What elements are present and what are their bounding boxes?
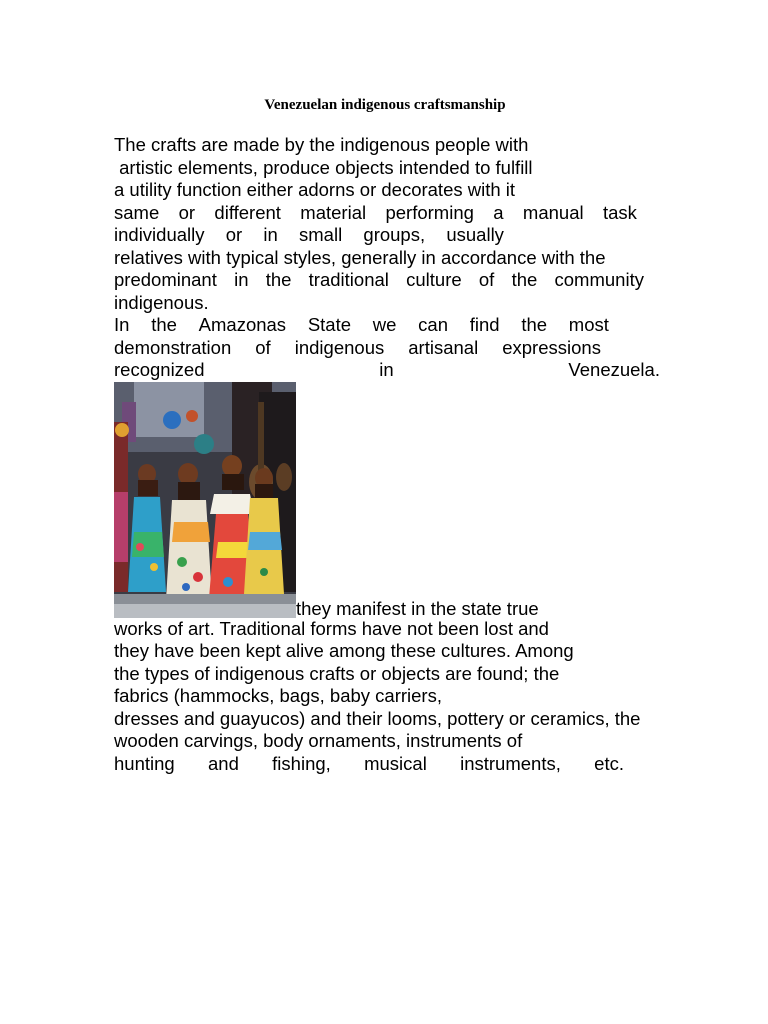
body-text-line: relatives with typical styles, generally in accordance with the — [114, 246, 606, 268]
word: a — [493, 201, 504, 223]
body-text-line: indigenous. — [114, 291, 209, 313]
body-text-line — [114, 753, 624, 776]
word: hunting — [114, 752, 175, 774]
word: etc. — [594, 752, 624, 774]
word: individually — [114, 224, 205, 245]
word: In — [114, 314, 130, 335]
word: the — [511, 269, 538, 290]
document-body — [114, 134, 694, 775]
word: usually — [446, 224, 504, 245]
word: same — [114, 201, 160, 223]
word: predominant — [114, 269, 217, 290]
word: find — [469, 314, 500, 335]
word: material — [300, 201, 367, 223]
body-text-line: they have been kept alive among these cultures. Among — [114, 640, 574, 661]
word: we — [372, 314, 397, 335]
body-text-line: wooden carvings, body ornaments, instruments of — [114, 730, 523, 751]
word: small — [299, 224, 343, 245]
document-title: Venezuelan indigenous craftsmanship — [264, 97, 506, 113]
word: of — [478, 269, 495, 290]
word: demonstration — [114, 336, 232, 358]
crafts-photo — [114, 382, 296, 618]
word: of — [255, 336, 271, 358]
body-text-line — [114, 269, 644, 292]
word: most — [568, 314, 609, 335]
body-text-line: dresses and guayucos) and their looms, pottery or ceramics, the — [114, 707, 641, 729]
word: the — [521, 314, 548, 335]
word: recognized — [114, 359, 205, 380]
word: Venezuela. — [568, 359, 660, 380]
word: performing — [385, 201, 474, 223]
body-text-line: the types of indigenous crafts or objects are found; the — [114, 662, 560, 684]
paragraph-before-image — [114, 134, 694, 382]
word: can — [418, 314, 448, 335]
body-text-line: artistic elements, produce objects intended to fulfill — [114, 156, 533, 178]
word: in — [234, 269, 249, 290]
word: the — [265, 269, 292, 290]
word: manual — [522, 201, 584, 223]
word: community — [554, 269, 644, 290]
body-text-line — [114, 224, 504, 247]
word: groups, — [363, 224, 426, 245]
word: Amazonas — [198, 314, 287, 335]
word: or — [225, 224, 243, 245]
body-text-line: The crafts are made by the indigenous people with — [114, 134, 529, 155]
body-text-line — [114, 314, 609, 337]
word: artisanal — [408, 336, 479, 358]
word: different — [214, 201, 281, 223]
word: culture — [406, 269, 462, 290]
body-text-line: a utility function either adorns or decorates with it — [114, 179, 516, 200]
word: the — [151, 314, 177, 335]
body-text-line: fabrics (hammocks, bags, baby carriers, — [114, 685, 442, 706]
word: State — [307, 314, 352, 335]
paragraph-after-image — [114, 618, 694, 776]
word: fishing, — [272, 752, 331, 774]
word: and — [208, 752, 239, 774]
word: task — [602, 201, 637, 223]
word: traditional — [308, 269, 389, 290]
image-row — [114, 382, 694, 618]
word: or — [178, 201, 196, 223]
body-text-line: works of art. Traditional forms have not been lost and — [114, 617, 549, 639]
word: in — [263, 224, 278, 245]
word: musical — [364, 752, 427, 774]
word: instruments, — [460, 752, 561, 774]
word: in — [379, 359, 394, 380]
word: expressions — [502, 336, 601, 358]
text-after-photo: they manifest in the state true — [296, 598, 539, 619]
body-text-line — [114, 337, 601, 360]
word: indigenous — [294, 336, 385, 358]
body-text-line — [114, 359, 660, 382]
body-text-line — [114, 202, 637, 225]
